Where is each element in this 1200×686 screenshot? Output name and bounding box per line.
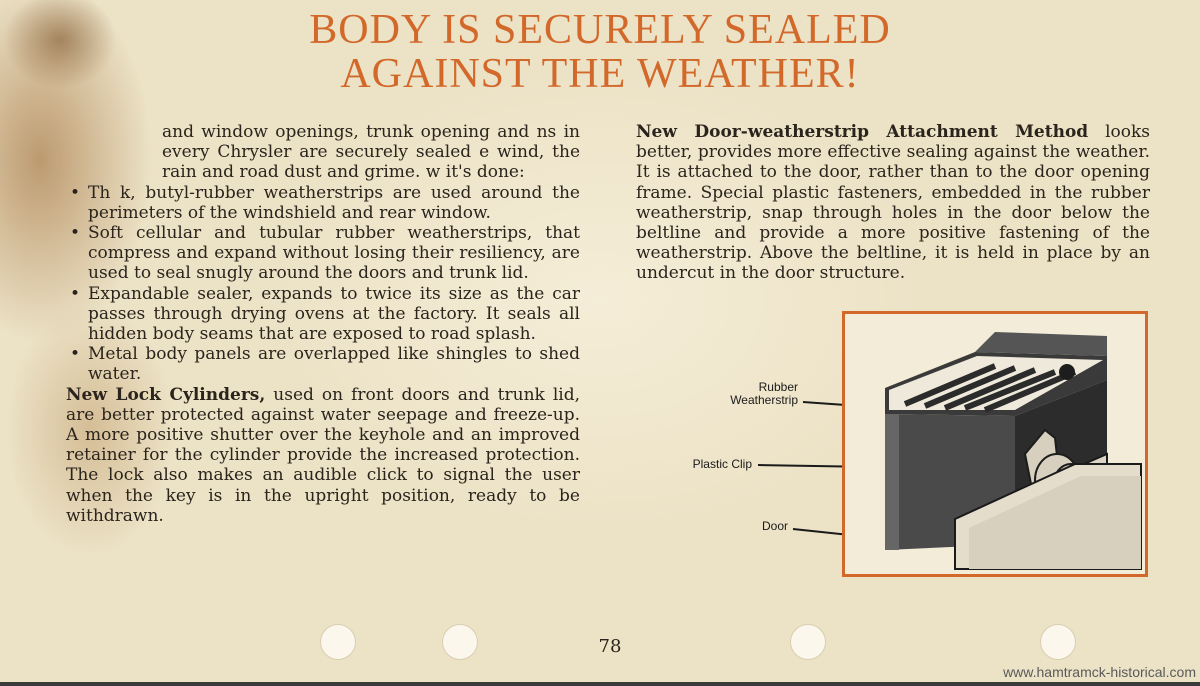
- list-item: [66, 284, 580, 345]
- lock-cylinders-heading: New Lock Cylinders,: [66, 384, 266, 405]
- binder-hole: [320, 624, 356, 660]
- page-number: 78: [598, 636, 622, 657]
- feature-list: [66, 183, 580, 385]
- bullet-icon: •: [69, 182, 81, 203]
- right-column: [636, 122, 1150, 284]
- bullet-icon: •: [69, 283, 81, 304]
- list-item-text: Metal body panels are overlapped like shingles to shed water.: [88, 344, 580, 385]
- weatherstrip-illustration: [842, 311, 1148, 577]
- lock-cylinders-paragraph: [66, 385, 580, 526]
- page-title: [200, 8, 1000, 96]
- title-line-2: AGAINST THE WEATHER!: [340, 51, 860, 97]
- list-item-text: Soft cellular and tubular rubber weatherstrips, that compress and expand without losing their resiliency, are used to seal snugly around the doors and trunk lid.: [88, 223, 580, 284]
- title-line-1: BODY IS SECURELY SEALED: [309, 7, 891, 53]
- weatherstrip-drawing: [845, 314, 1145, 574]
- list-item: [66, 344, 580, 384]
- binder-hole: [790, 624, 826, 660]
- list-item-text: Expandable sealer, expands to twice its size as the car passes through drying ovens at the factory. It seals all hidden body seams that are exposed to road splash.: [88, 283, 580, 345]
- bottom-edge: [0, 682, 1200, 686]
- left-column: [66, 122, 580, 526]
- list-item-text: Th k, butyl-rubber weatherstrips are used around the perimeters of the windshield and rear window.: [88, 182, 580, 223]
- weatherstrip-heading: New Door-weatherstrip Attachment Method: [636, 122, 1089, 142]
- binder-hole: [442, 624, 478, 660]
- bullet-icon: •: [69, 223, 81, 244]
- binder-hole: [1040, 624, 1076, 660]
- list-item: [66, 183, 580, 223]
- bullet-icon: •: [69, 344, 81, 365]
- callout-rubber-weatherstrip: Rubber Weatherstrip: [730, 380, 798, 407]
- weatherstrip-paragraph: [636, 122, 1150, 284]
- weatherstrip-text: looks better, provides more effective sealing against the weather. It is attached to the door, rather than to the door opening frame. Special plastic fasteners, embedded in the rubber weatherstrip, snap through holes in the door below the beltline and provide a more positive fastening of the weatherstrip. Above the beltline, it is held in place by an undercut in the door structure.: [636, 122, 1150, 284]
- callout-door: Door: [761, 519, 788, 533]
- list-item: [66, 223, 580, 284]
- watermark: www.hamtramck-historical.com: [1003, 664, 1196, 680]
- callout-plastic-clip: Plastic Clip: [692, 457, 752, 471]
- intro-paragraph: and window openings, trunk opening and ns in every Chrysler are securely sealed e wind, the rain and road dust and grime. w it's done:: [162, 122, 580, 183]
- lock-cylinders-text: used on front doors and trunk lid, are better protected against water seepage and freeze-up. A more positive shutter over the keyhole and an improved retainer for the cylinder provide the increased protection. The lock also makes an audible click to signal the user when the key is in the upright position, ready to be withdrawn.: [66, 384, 580, 526]
